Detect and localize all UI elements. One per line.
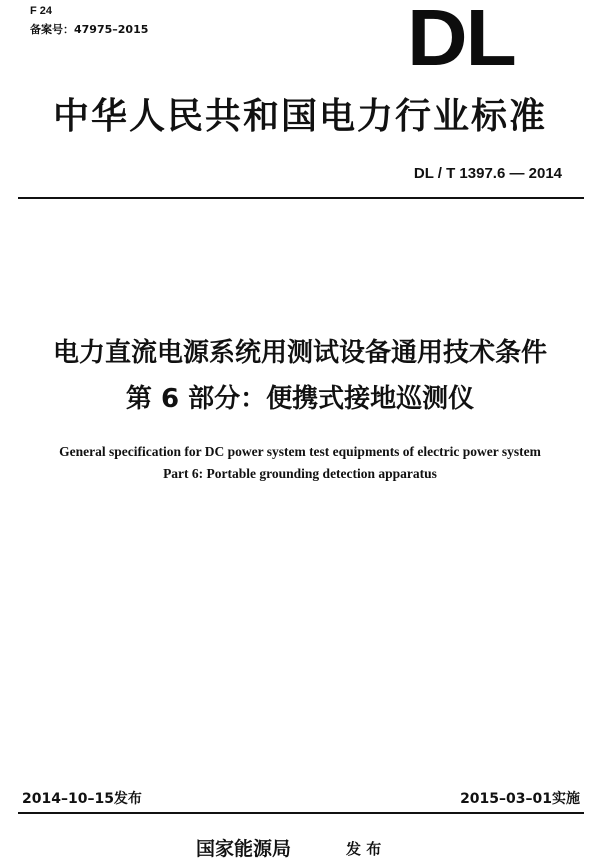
dl-logo: DL xyxy=(407,0,515,82)
document-title-en-line2: Part 6: Portable grounding detection apparatus xyxy=(163,466,437,481)
publish-date: 2014–10–15发布 xyxy=(22,791,142,807)
bottom-divider xyxy=(18,812,584,814)
implementation-date: 2015–03–01实施 xyxy=(460,791,580,807)
standard-title: 中华人民共和国电力行业标准 xyxy=(52,95,547,137)
classification-code: F 24 xyxy=(30,5,53,17)
record-number: 备案号：47975–2015 xyxy=(30,23,149,36)
document-title-cn-line1: 电力直流电源系统用测试设备通用技术条件 xyxy=(52,338,547,368)
standard-code: DL / T 1397.6 — 2014 xyxy=(413,165,562,182)
document-title-cn-line2: 第 6 部分：便携式接地巡测仪 xyxy=(125,384,475,414)
issue-label: 发 布 xyxy=(346,840,382,858)
document-title-en-line1: General specification for DC power system test equipments of electric power system xyxy=(59,444,541,459)
top-divider xyxy=(18,197,584,199)
issuing-authority: 国家能源局 xyxy=(196,838,292,860)
